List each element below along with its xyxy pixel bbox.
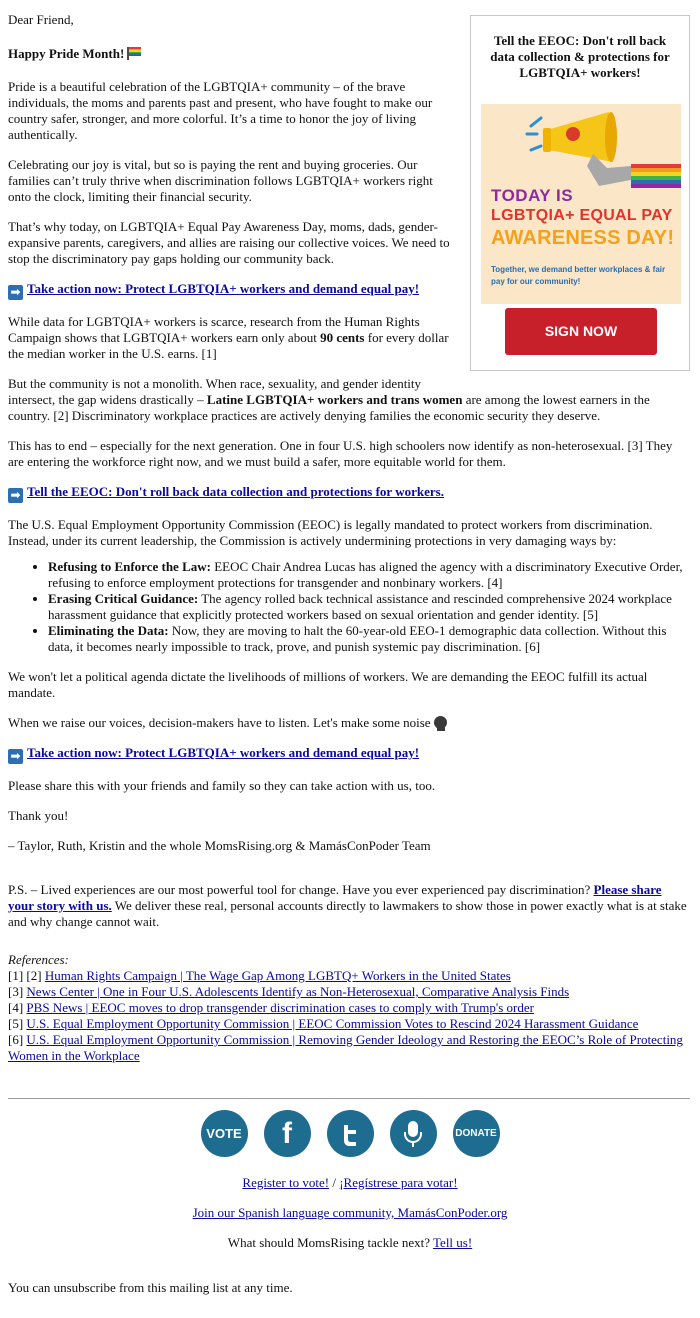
happy-pride-text: Happy Pride Month! — [8, 46, 125, 61]
paragraph-rent: Celebrating our joy is vital, but so is paying the rent and buying groceries. Our families can’t truly thrive when discrimination follows LGBTQIA+ workers right onto the clock, limiting their financial security. — [8, 157, 433, 204]
reference-link-3[interactable]: News Center | One in Four U.S. Adolescents Identify as Non-Heterosexual, Comparative Analysis Finds — [26, 984, 570, 999]
take-action-link-2[interactable]: Take action now: Protect LGBTQIA+ workers and demand equal pay! — [27, 745, 420, 760]
petition-sidebar — [470, 15, 690, 371]
banner-line-2: LGBTQIA+ EQUAL PAY — [491, 207, 673, 224]
reference-item — [8, 1032, 690, 1064]
thanks-line: Thank you! — [8, 808, 69, 823]
bullet-eliminating — [48, 623, 690, 655]
para4-text-c: for every dollar the median worker in the U.S. earns. [1] — [8, 330, 449, 361]
twitter-icon[interactable] — [327, 1110, 374, 1157]
ref-number: [3] — [8, 984, 27, 999]
para5-bold: Latine LGBTQIA+ workers and trans women — [206, 392, 463, 407]
reference-link-4[interactable]: PBS News | EEOC moves to drop transgender discrimination cases to comply with Trump's order — [26, 1000, 534, 1015]
para5-text-a: But the community is not a monolith. When race, sexuality, and gender identity intersect, the gap widens drastically – — [8, 376, 422, 407]
paragraph-next-generation: This has to end – especially for the next generation. One in four U.S. high schoolers now identify as non-heterosexual. [3] They are entering the workforce right now, and we must build a safer, more equitable world for them. — [8, 438, 673, 469]
greeting: Dear Friend, — [8, 12, 74, 27]
tell-eeoc-link[interactable]: Tell the EEOC: Don't roll back data collection and protections for workers. — [27, 484, 444, 499]
tackle-text: What should MomsRising tackle next? — [227, 1235, 434, 1250]
ps-text-a: P.S. – Lived experiences are our most powerful tool for change. Have you ever experienced pay discrimination? — [8, 882, 594, 897]
twitter-bird-glyph — [337, 1121, 363, 1147]
bullet-text: Now, they are moving to halt the 60-year-old EEO-1 demographic data collection. Without this data, it becomes nearly impossible to track, prove, and punish systemic pay discrimination. [6] — [48, 623, 667, 654]
paragraph-pride: Pride is a beautiful celebration of the LGBTQIA+ community – of the brave individuals, the moms and parents past and present, who have fought to make our country safer, stronger, and more colorful. It’s a time to honor the joy of living authentically. — [8, 79, 433, 142]
spanish-line — [0, 1205, 700, 1221]
bullet-title: Eliminating the Data: — [48, 623, 169, 638]
paragraph-ps — [8, 882, 690, 930]
paragraph-noise — [8, 715, 690, 731]
references — [8, 952, 690, 1064]
facebook-icon-label: f — [282, 1116, 292, 1150]
megaphone-icon — [481, 104, 681, 188]
facebook-icon[interactable] — [264, 1110, 311, 1157]
arrow-right-icon: ➡ — [8, 749, 23, 764]
paragraph-monolith — [8, 376, 690, 424]
take-action-link-1[interactable]: Take action now: Protect LGBTQIA+ workers and demand equal pay! — [27, 281, 420, 296]
para9-text: When we raise our voices, decision-makers have to listen. Let's make some noise — [8, 715, 431, 730]
bullet-refusing — [48, 559, 690, 591]
arrow-right-icon: ➡ — [8, 285, 23, 300]
footer — [0, 1110, 700, 1251]
cta-take-action-2 — [8, 745, 690, 764]
bullet-text: The agency rolled back technical assistance and rescinded comprehensive 2024 workplace harassment guidance that explicitly protected workers based on sexual orientation and gender identity. [5] — [48, 591, 672, 622]
pay-awareness-banner[interactable] — [481, 104, 681, 304]
registrese-link[interactable]: ¡Regístrese para votar! — [339, 1175, 458, 1190]
paragraph-share: Please share this with your friends and family so they can take action with us, too. — [8, 778, 436, 793]
microphone-glyph — [402, 1119, 424, 1149]
banner-line-3: AWARENESS DAY! — [491, 227, 675, 249]
paragraph-political-agenda: We won't let a political agenda dictate the livelihoods of millions of workers. We are demanding the EEOC fulfill its actual mandate. — [8, 669, 648, 700]
bullet-title: Erasing Critical Guidance: — [48, 591, 199, 606]
email-body — [8, 12, 690, 1078]
share-story-link[interactable]: Please share your story with us. — [8, 882, 662, 913]
bullet-erasing — [48, 591, 690, 623]
donate-icon-label: DONATE — [455, 1127, 497, 1139]
register-vote-link[interactable]: Register to vote! — [242, 1175, 330, 1190]
ps-text-b: We deliver these real, personal accounts directly to lawmakers to show those in power exactly what is at stake and why change cannot wait. — [8, 898, 687, 929]
para4-text-a: While data for LGBTQIA+ workers is scarce, research from the Human Rights Campaign shows that LGBTQIA+ workers earn only about — [8, 314, 420, 345]
spanish-community-link[interactable]: Join our Spanish language community, MamásConPoder.org — [192, 1205, 508, 1220]
reference-link-1[interactable]: Human Rights Campaign | The Wage Gap Among LGBTQ+ Workers in the United States — [44, 968, 511, 983]
banner-line-1: TODAY IS — [491, 186, 574, 205]
para5-text-c: are among the lowest earners in the country. [2] Discriminatory workplace practices are actively denying families the economic security they deserve. — [8, 392, 650, 423]
paragraph-eeoc: The U.S. Equal Employment Opportunity Commission (EEOC) is legally mandated to protect workers from discrimination. Instead, under its current leadership, the Commission is actively undermining protections in very damaging ways by: — [8, 517, 653, 548]
vote-icon-label: VOTE — [206, 1125, 242, 1141]
bullet-text: EEOC Chair Andrea Lucas has aligned the agency with a discriminatory Executive Order, refusing to enforce employment protections for transgender and nonbinary workers. [4] — [48, 559, 683, 590]
bullet-title: Refusing to Enforce the Law: — [48, 559, 211, 574]
register-separator: / — [329, 1175, 340, 1190]
reference-item — [8, 1016, 690, 1032]
reference-link-5[interactable]: U.S. Equal Employment Opportunity Commission | EEOC Commission Votes to Rescind 2024 Harassment Guidance — [26, 1016, 639, 1031]
ref-number: [4] — [8, 1000, 27, 1015]
references-title: References: — [8, 952, 69, 967]
reference-link-6[interactable]: U.S. Equal Employment Opportunity Commission | Removing Gender Ideology and Restoring the EEOC’s Role of Protecting Women in the Workplace — [8, 1032, 683, 1063]
unsubscribe-note: You can unsubscribe from this mailing list at any time. — [8, 1280, 293, 1295]
reference-item — [8, 1000, 690, 1016]
ref-number: [6] — [8, 1032, 27, 1047]
arrow-right-icon: ➡ — [8, 488, 23, 503]
paragraph-today: That’s why today, on LGBTQIA+ Equal Pay Awareness Day, moms, dads, gender-expansive parents, caregivers, and allies are raising our collective voices. We need to stop the discriminatory pay gaps holding our community back. — [8, 219, 450, 266]
donate-icon[interactable] — [453, 1110, 500, 1157]
para4-bold: 90 cents — [320, 330, 365, 345]
signature: – Taylor, Ruth, Kristin and the whole MomsRising.org & MamásConPoder Team — [8, 838, 431, 853]
reference-item — [8, 968, 690, 984]
ref-number: [5] — [8, 1016, 27, 1031]
vote-icon[interactable] — [201, 1110, 248, 1157]
rainbow-flag-icon — [127, 47, 141, 60]
ref-number: [1] [2] — [8, 968, 45, 983]
microphone-icon[interactable] — [390, 1110, 437, 1157]
reference-item — [8, 984, 690, 1000]
tackle-line — [0, 1235, 700, 1251]
banner-line-4: Together, we demand better workplaces & fair pay for our community! — [491, 265, 666, 286]
cta-tell-eeoc — [8, 484, 690, 503]
sign-now-button[interactable]: SIGN NOW — [505, 308, 657, 355]
register-line — [0, 1175, 700, 1191]
social-icons — [0, 1110, 700, 1157]
footer-divider — [8, 1098, 690, 1099]
speaking-head-icon — [434, 716, 447, 729]
sidebar-title: Tell the EEOC: Don't roll back data collection & protections for LGBTQIA+ workers! — [490, 33, 670, 80]
tell-us-link[interactable]: Tell us! — [433, 1235, 473, 1250]
eeoc-bullet-list — [8, 559, 690, 655]
